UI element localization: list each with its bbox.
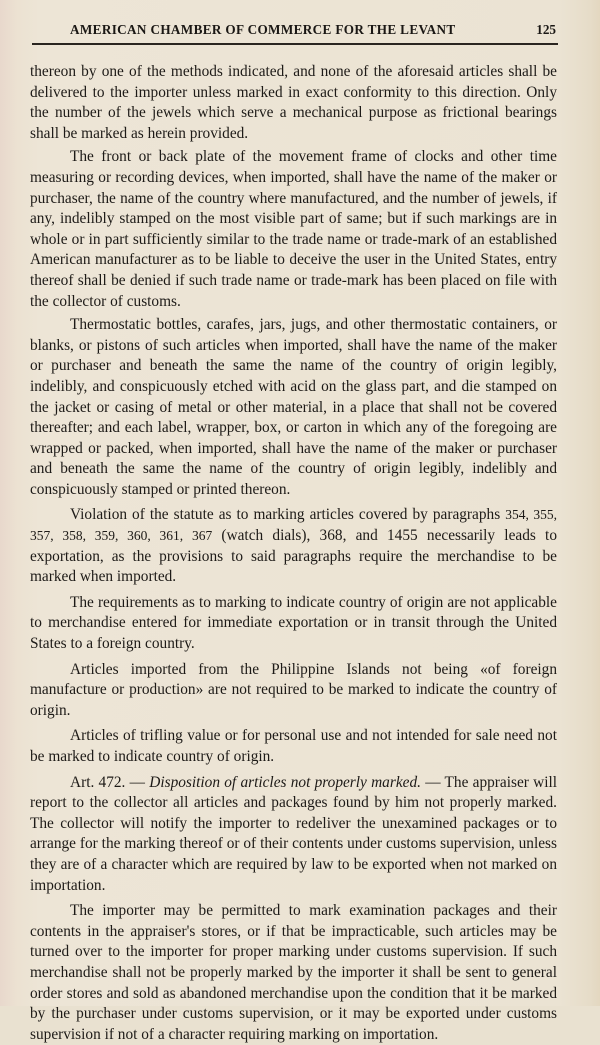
- header-rule: [32, 43, 558, 45]
- paragraph-philippine: Articles imported from the Philippine Islands not being «of foreign manufacture or production» are not required to be marked to indicate the country of origin.: [30, 660, 557, 719]
- article-label: Art. 472. —: [70, 773, 150, 791]
- paragraph-trifling: Articles of trifling value or for personal use and not intended for sale need not be marked to indicate country of origin.: [30, 727, 557, 765]
- violation-text-before: Violation of the statute as to marking articles covered by paragraphs: [70, 506, 506, 524]
- paragraph-art-472: [30, 773, 557, 897]
- paragraph-thermostatic: Thermostatic bottles, carafes, jars, jugs, and other thermostatic containers, or blanks, or pistons of such articles when imported, shall have the name of the maker or purchaser and beneath the same the name of the country of origin legibly, indelibly, and conspicuously etched with acid on the glass part, and die stamped on the jacket or casing of metal or other material, in a place that shall not be covered thereafter; and each label, wrapper, box, or carton in which any of the foregoing are wrapped or packed, when imported, shall have the name of the maker or purchaser and beneath the same the name of the country of origin legibly, indelibly and conspicuously stamped or printed thereon.: [30, 316, 557, 498]
- paragraph-numbers: 354, 355, 357, 358, 359, 360, 361, 367: [30, 507, 558, 544]
- header-title: AMERICAN CHAMBER OF COMMERCE FOR THE LEVANT: [70, 22, 456, 37]
- page-number: 125: [536, 22, 556, 37]
- paragraph-continuation: thereon by one of the methods indicated, and none of the aforesaid articles shall be delivered to the importer unless marked in exact conformity to this direction. Only the number of the jewels which serve a mechanical purpose as frictional bearings shall be marked as herein provided.: [30, 63, 557, 142]
- paragraph-requirements: The requirements as to marking to indicate country of origin are not applicable to merchandise entered for immediate exportation or in transit through the United States to a foreign country.: [30, 593, 557, 653]
- violation-text-after: (watch dials), 368, and 1455 necessarily leads to exportation, as the provisions to said paragraphs require the merchandise to be marked when imported.: [30, 527, 557, 586]
- paragraph-clocks: The front or back plate of the movement frame of clocks and other time measuring or recording devices, when imported, shall have the name of the maker or purchaser, the name of the country where manufactured, and the number of jewels, if any, indelibly stamped on the most visible part of same; but if such markings are in whole or in part sufficiently similar to the trade name or trade-mark of an established American manufacturer as to be liable to deceive the user in the United States, entry thereof shall be denied if such trade name or trade-mark has been placed on file with the collector of customs.: [30, 148, 557, 310]
- body-text: [30, 62, 557, 1045]
- running-header: [32, 18, 558, 46]
- paragraph-violation: [30, 505, 557, 587]
- article-title: Disposition of articles not properly marked.: [149, 773, 421, 791]
- article-text: — The appraiser will report to the collector all articles and packages found by him not properly marked. The collector will notify the importer to redeliver the unexamined packages or to arrange for the marking thereof or of their contents under customs supervision, unless they are of a character which are required by law to be exported when not marked on importation.: [30, 773, 557, 894]
- paragraph-importer: The importer may be permitted to mark examination packages and their contents in the appraiser's stores, or if that be impracticable, such articles may be turned over to the importer for proper marking under customs supervision. If such merchandise shall not be properly marked by the importer it shall be sent to general order stores and sold as abandoned merchandise upon the condition that it be marked by the purchaser under customs supervision, or it may be exported under customs supervision if not of a character requiring marking on importation.: [30, 902, 557, 1043]
